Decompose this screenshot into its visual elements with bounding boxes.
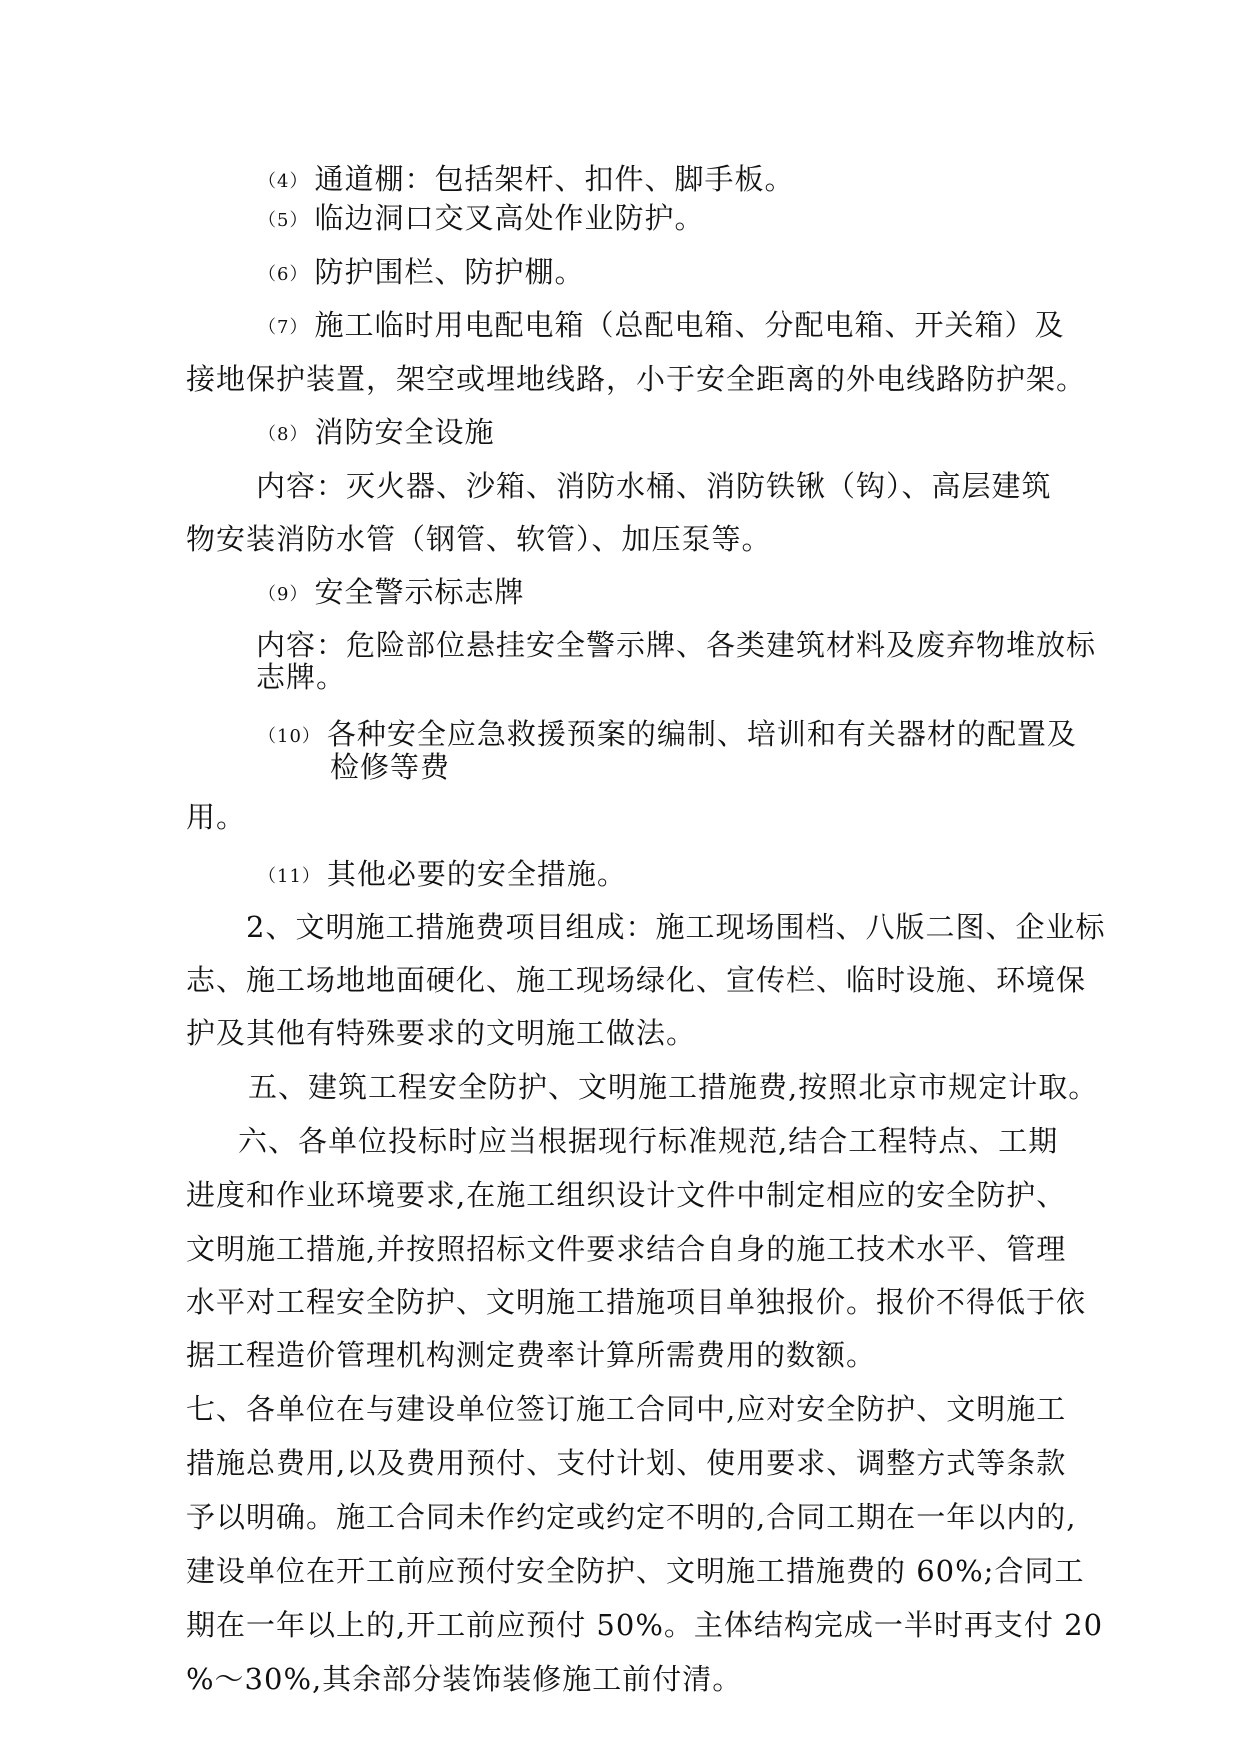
item-number: （9）: [258, 584, 309, 605]
item-text: 消防安全设施: [314, 415, 495, 449]
paragraph-6-line-5: 据工程造价管理机构测定费率计算所需费用的数额。: [186, 1338, 877, 1372]
list-item-5: [258, 201, 704, 238]
list-item-8: [258, 415, 494, 452]
paragraph-7-line-6: %～30%,其余部分装饰装修施工前付清。: [186, 1662, 743, 1696]
paragraph-6-line-1: 六、各单位投标时应当根据现行标准规范,结合工程特点、工期: [238, 1124, 1059, 1158]
list-item-7: [258, 308, 1064, 345]
paragraph-2-line-2: 志、施工场地地面硬化、施工现场绿化、宣传栏、临时设施、环境保: [186, 963, 1087, 997]
item-number: （4）: [258, 171, 309, 192]
item-number: （8）: [258, 424, 309, 445]
paragraph-7-line-5: 期在一年以上的,开工前应预付 50%。主体结构完成一半时再支付 20: [186, 1608, 1104, 1642]
item-10-line-3: 用。: [186, 800, 247, 834]
item-number: （5）: [258, 210, 309, 231]
list-item-9: [258, 575, 524, 612]
paragraph-5-line-1: 五、建筑工程安全防护、文明施工措施费,按照北京市规定计取。: [248, 1070, 1099, 1104]
paragraph-7-line-4: 建设单位在开工前应预付安全防护、文明施工措施费的 60%;合同工: [186, 1554, 1085, 1588]
item-number: （7）: [258, 317, 309, 338]
list-item-6: [258, 255, 584, 292]
item-number: （10）: [258, 726, 321, 747]
list-item-11: [258, 857, 627, 894]
list-item-10: [258, 717, 1077, 754]
paragraph-2-line-1: 2、文明施工措施费项目组成：施工现场围档、八版二图、企业标: [246, 910, 1106, 944]
paragraph-7-line-2: 措施总费用,以及费用预付、支付计划、使用要求、调整方式等条款: [186, 1446, 1067, 1480]
paragraph-6-line-2: 进度和作业环境要求,在施工组织设计文件中制定相应的安全防护、: [186, 1178, 1067, 1212]
item-8-content-line-1: 内容：灭火器、沙箱、消防水桶、消防铁锹（钩）、高层建筑: [256, 469, 1052, 503]
list-item-4: [258, 162, 794, 199]
item-text: 施工临时用电配电箱（总配电箱、分配电箱、开关箱）及: [314, 308, 1065, 342]
item-number: （6）: [258, 264, 309, 285]
item-10-line-2: 检修等费: [330, 750, 451, 784]
item-number: （11）: [258, 866, 321, 887]
paragraph-2-line-3: 护及其他有特殊要求的文明施工做法。: [186, 1016, 697, 1050]
item-text: 防护围栏、防护棚。: [314, 255, 585, 289]
paragraph-7-line-3: 予以明确。施工合同未作约定或约定不明的,合同工期在一年以内的,: [186, 1500, 1077, 1534]
paragraph-6-line-4: 水平对工程安全防护、文明施工措施项目单独报价。报价不得低于依: [186, 1285, 1087, 1319]
item-8-content-line-2: 物安装消防水管（钢管、软管）、加压泵等。: [186, 522, 772, 556]
item-9-content-line-2: 志牌。: [256, 660, 347, 694]
item-text: 安全警示标志牌: [314, 575, 525, 609]
item-text: 通道棚：包括架杆、扣件、脚手板。: [314, 162, 795, 196]
item-text: 临边洞口交叉高处作业防护。: [314, 201, 705, 235]
paragraph-6-line-3: 文明施工措施,并按照招标文件要求结合自身的施工技术水平、管理: [186, 1232, 1067, 1266]
item-text: 其他必要的安全措施。: [326, 857, 627, 891]
list-item-7-continued: 接地保护装置，架空或埋地线路，小于安全距离的外电线路防护架。: [186, 362, 1087, 396]
paragraph-7-line-1: 七、各单位在与建设单位签订施工合同中,应对安全防护、文明施工: [186, 1392, 1067, 1426]
item-9-content-line-1: 内容：危险部位悬挂安全警示牌、各类建筑材料及废弃物堆放标: [256, 628, 1097, 662]
item-text: 各种安全应急救援预案的编制、培训和有关器材的配置及: [326, 717, 1077, 751]
